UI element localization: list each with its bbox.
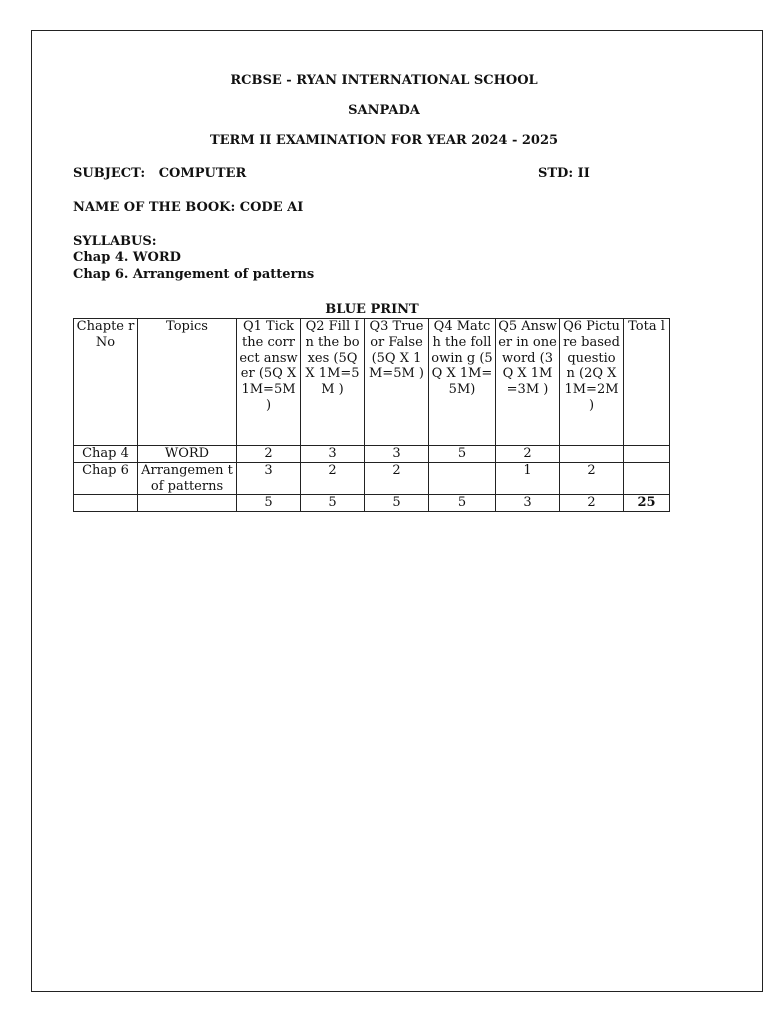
blueprint-table	[73, 318, 670, 512]
table-cell: 5	[301, 495, 365, 512]
syllabus-label: SYLLABUS:	[73, 234, 157, 249]
book-name: NAME OF THE BOOK: CODE AI	[73, 200, 304, 215]
table-cell: 2	[496, 446, 560, 463]
table-cell: 2	[560, 495, 624, 512]
header-topics: Topics	[138, 319, 237, 446]
std-line: STD: II	[538, 166, 590, 181]
table-cell: WORD	[138, 446, 237, 463]
table-cell: 5	[429, 446, 496, 463]
table-cell: Chap 4	[74, 446, 138, 463]
table-cell: 3	[365, 446, 429, 463]
table-cell: 1	[496, 462, 560, 495]
table-cell	[429, 462, 496, 495]
table-cell: 2	[237, 446, 301, 463]
table-cell	[560, 446, 624, 463]
table-cell	[624, 446, 670, 463]
subject-line: SUBJECT: COMPUTER	[73, 166, 247, 181]
header-q3: Q3 True or False (5Q X 1M=5M )	[365, 319, 429, 446]
syllabus-item-2: Chap 6. Arrangement of patterns	[73, 267, 315, 282]
table-row	[74, 446, 670, 463]
exam-title: TERM II EXAMINATION FOR YEAR 2024 - 2025	[209, 133, 559, 148]
table-cell: 3	[301, 446, 365, 463]
school-name: RCBSE - RYAN INTERNATIONAL SCHOOL	[230, 73, 538, 88]
header-q5: Q5 Answer in one word (3Q X 1M=3M )	[496, 319, 560, 446]
table-row	[74, 462, 670, 495]
header-q1: Q1 Tick the correct answer (5Q X 1M=5M )	[237, 319, 301, 446]
header-chapter-no: Chapte r No	[74, 319, 138, 446]
table-cell: 5	[365, 495, 429, 512]
table-cell: Arrangemen t of patterns	[138, 462, 237, 495]
header-q4: Q4 Match the followin g (5Q X 1M=5M)	[429, 319, 496, 446]
syllabus-item-1: Chap 4. WORD	[73, 250, 181, 265]
table-cell: 2	[560, 462, 624, 495]
table-header-row	[74, 319, 670, 446]
header-total: Tota l	[624, 319, 670, 446]
table-cell: 2	[301, 462, 365, 495]
header-q6: Q6 Picture based questio n (2Q X 1M=2M )	[560, 319, 624, 446]
table-cell: 3	[496, 495, 560, 512]
blueprint-title: BLUE PRINT	[325, 302, 419, 317]
table-total-row	[74, 495, 670, 512]
table-cell: 2	[365, 462, 429, 495]
branch-name: SANPADA	[348, 103, 420, 118]
table-cell	[624, 462, 670, 495]
table-cell: 5	[429, 495, 496, 512]
header-q2: Q2 Fill In the boxes (5Q X 1M=5M )	[301, 319, 365, 446]
grand-total: 25	[624, 495, 670, 512]
table-cell	[74, 495, 138, 512]
table-cell: 5	[237, 495, 301, 512]
table-cell: 3	[237, 462, 301, 495]
table-cell	[138, 495, 237, 512]
table-cell: Chap 6	[74, 462, 138, 495]
